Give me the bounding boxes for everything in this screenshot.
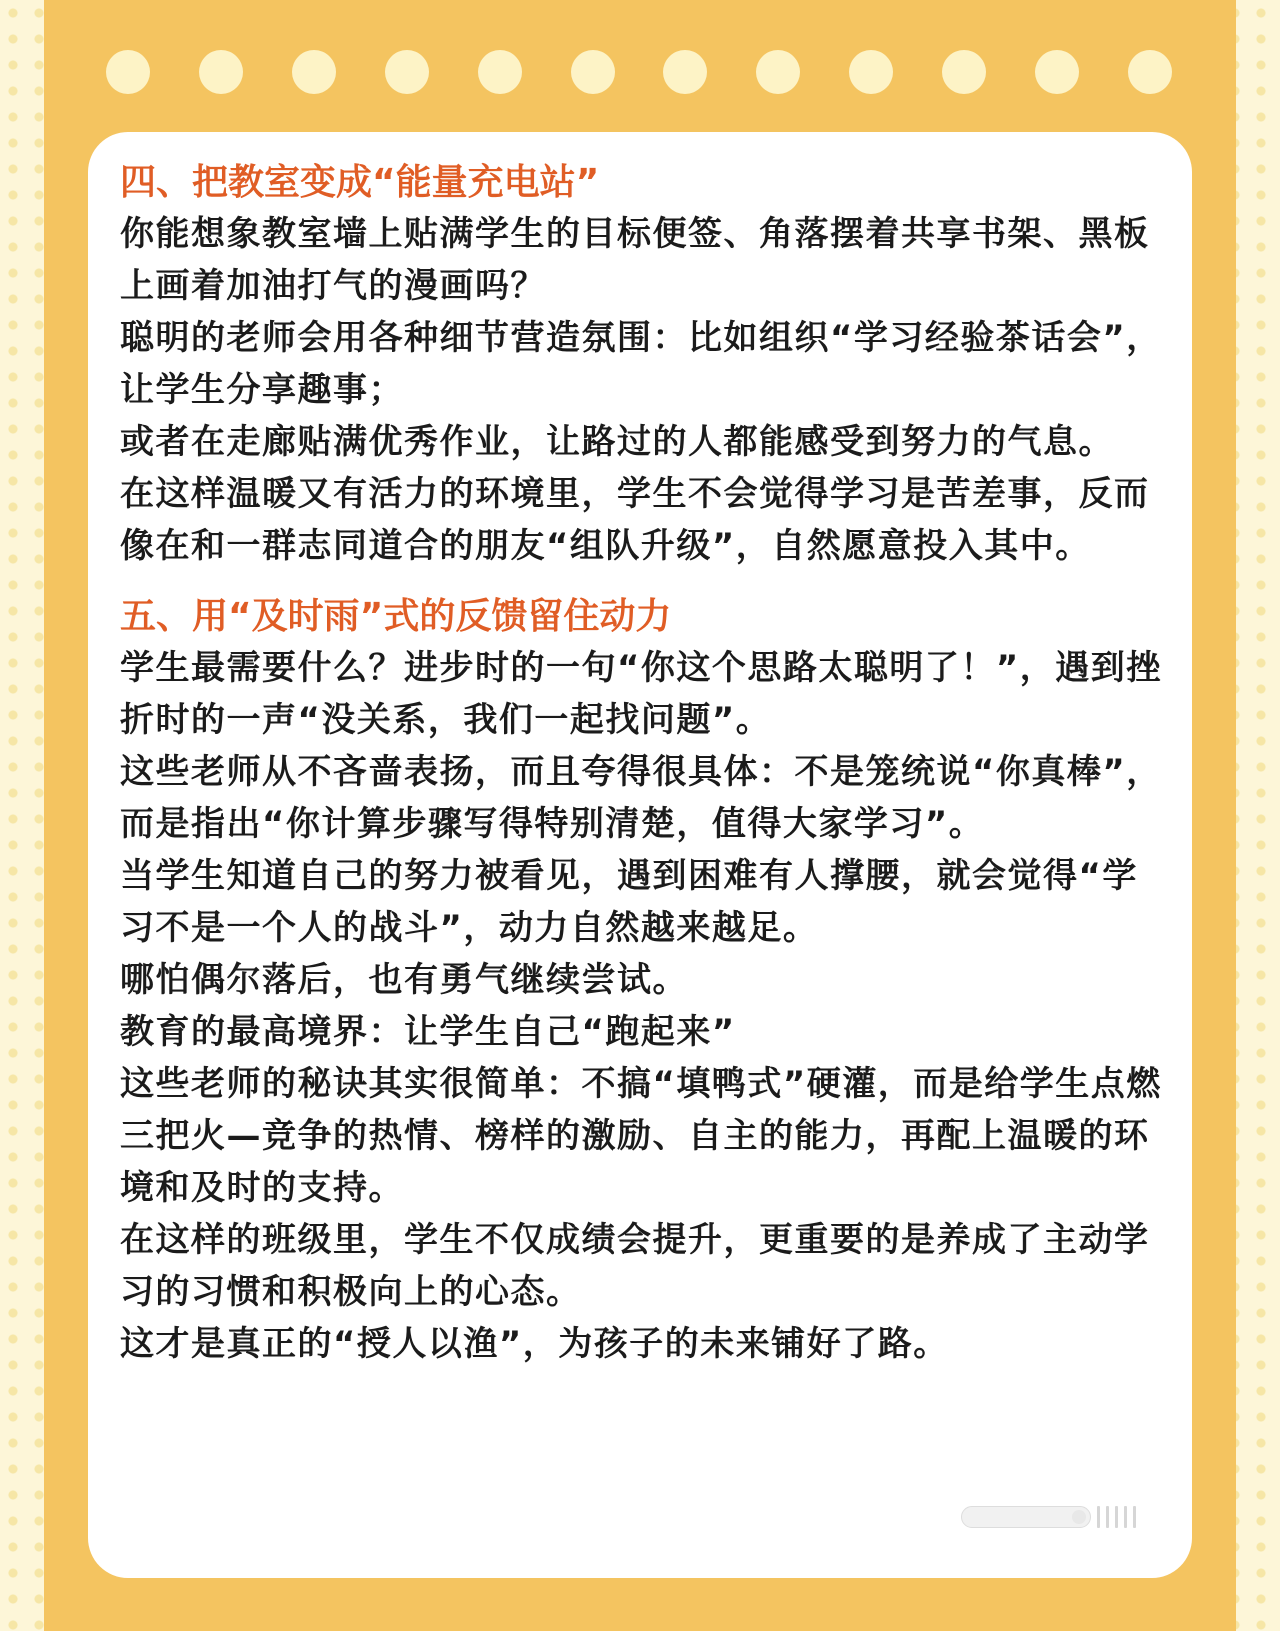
image-pager-indicator[interactable] — [961, 1502, 1136, 1532]
content-card — [88, 132, 1192, 1578]
binder-hole — [106, 50, 150, 94]
binder-hole — [663, 50, 707, 94]
paragraph: 你能想象教室墙上贴满学生的目标便签、角落摆着共享书架、黑板上画着加油打气的漫画吗？ — [120, 214, 1150, 306]
section-five — [120, 592, 1162, 1370]
binder-hole — [571, 50, 615, 94]
pager-tick — [1115, 1506, 1118, 1528]
binder-hole — [1035, 50, 1079, 94]
paragraph: 聪明的老师会用各种细节营造氛围：比如组织“学习经验茶话会”，让学生分享趣事； — [120, 318, 1162, 410]
binder-hole — [199, 50, 243, 94]
section-heading: 五、用“及时雨”式的反馈留住动力 — [120, 596, 672, 637]
paragraph: 在这样温暖又有活力的环境里，学生不会觉得学习是苦差事，反而像在和一群志同道合的朋友“组队升级”，自然愿意投入其中。 — [120, 474, 1150, 566]
paragraph: 这些老师的秘诀其实很简单：不搞“填鸭式”硬灌，而是给学生点燃三把火—竞争的热情、榜样的激励、自主的能力，再配上温暖的环境和及时的支持。 — [120, 1064, 1162, 1208]
paragraph: 哪怕偶尔落后，也有勇气继续尝试。 — [120, 960, 688, 1000]
pager-knob[interactable] — [1072, 1510, 1086, 1524]
pager-tick — [1133, 1506, 1136, 1528]
binder-hole — [478, 50, 522, 94]
binder-hole — [385, 50, 429, 94]
binder-hole — [1128, 50, 1172, 94]
section-heading: 四、把教室变成“能量充电站” — [120, 162, 600, 203]
pager-track[interactable] — [961, 1506, 1091, 1528]
pager-tick — [1106, 1506, 1109, 1528]
paragraph: 教育的最高境界：让学生自己“跑起来” — [120, 1012, 736, 1052]
paragraph: 或者在走廊贴满优秀作业，让路过的人都能感受到努力的气息。 — [120, 422, 1114, 462]
pager-tick — [1124, 1506, 1127, 1528]
binder-holes — [64, 44, 1214, 100]
binder-hole — [292, 50, 336, 94]
pager-tick — [1097, 1506, 1100, 1528]
paragraph: 在这样的班级里，学生不仅成绩会提升，更重要的是养成了主动学习的习惯和积极向上的心态。 — [120, 1220, 1150, 1312]
paragraph: 这才是真正的“授人以渔”，为孩子的未来铺好了路。 — [120, 1324, 949, 1364]
binder-hole — [942, 50, 986, 94]
paragraph: 当学生知道自己的努力被看见，遇到困难有人撑腰，就会觉得“学习不是一个人的战斗”，动力自然越来越足。 — [120, 856, 1138, 948]
binder-hole — [756, 50, 800, 94]
binder-hole — [849, 50, 893, 94]
paragraph: 学生最需要什么？进步时的一句“你这个思路太聪明了！”，遇到挫折时的一声“没关系，我们一起找问题”。 — [120, 648, 1162, 740]
section-four — [120, 158, 1162, 572]
paragraph: 这些老师从不吝啬表扬，而且夸得很具体：不是笼统说“你真棒”，而是指出“你计算步骤写得特别清楚，值得大家学习”。 — [120, 752, 1162, 844]
